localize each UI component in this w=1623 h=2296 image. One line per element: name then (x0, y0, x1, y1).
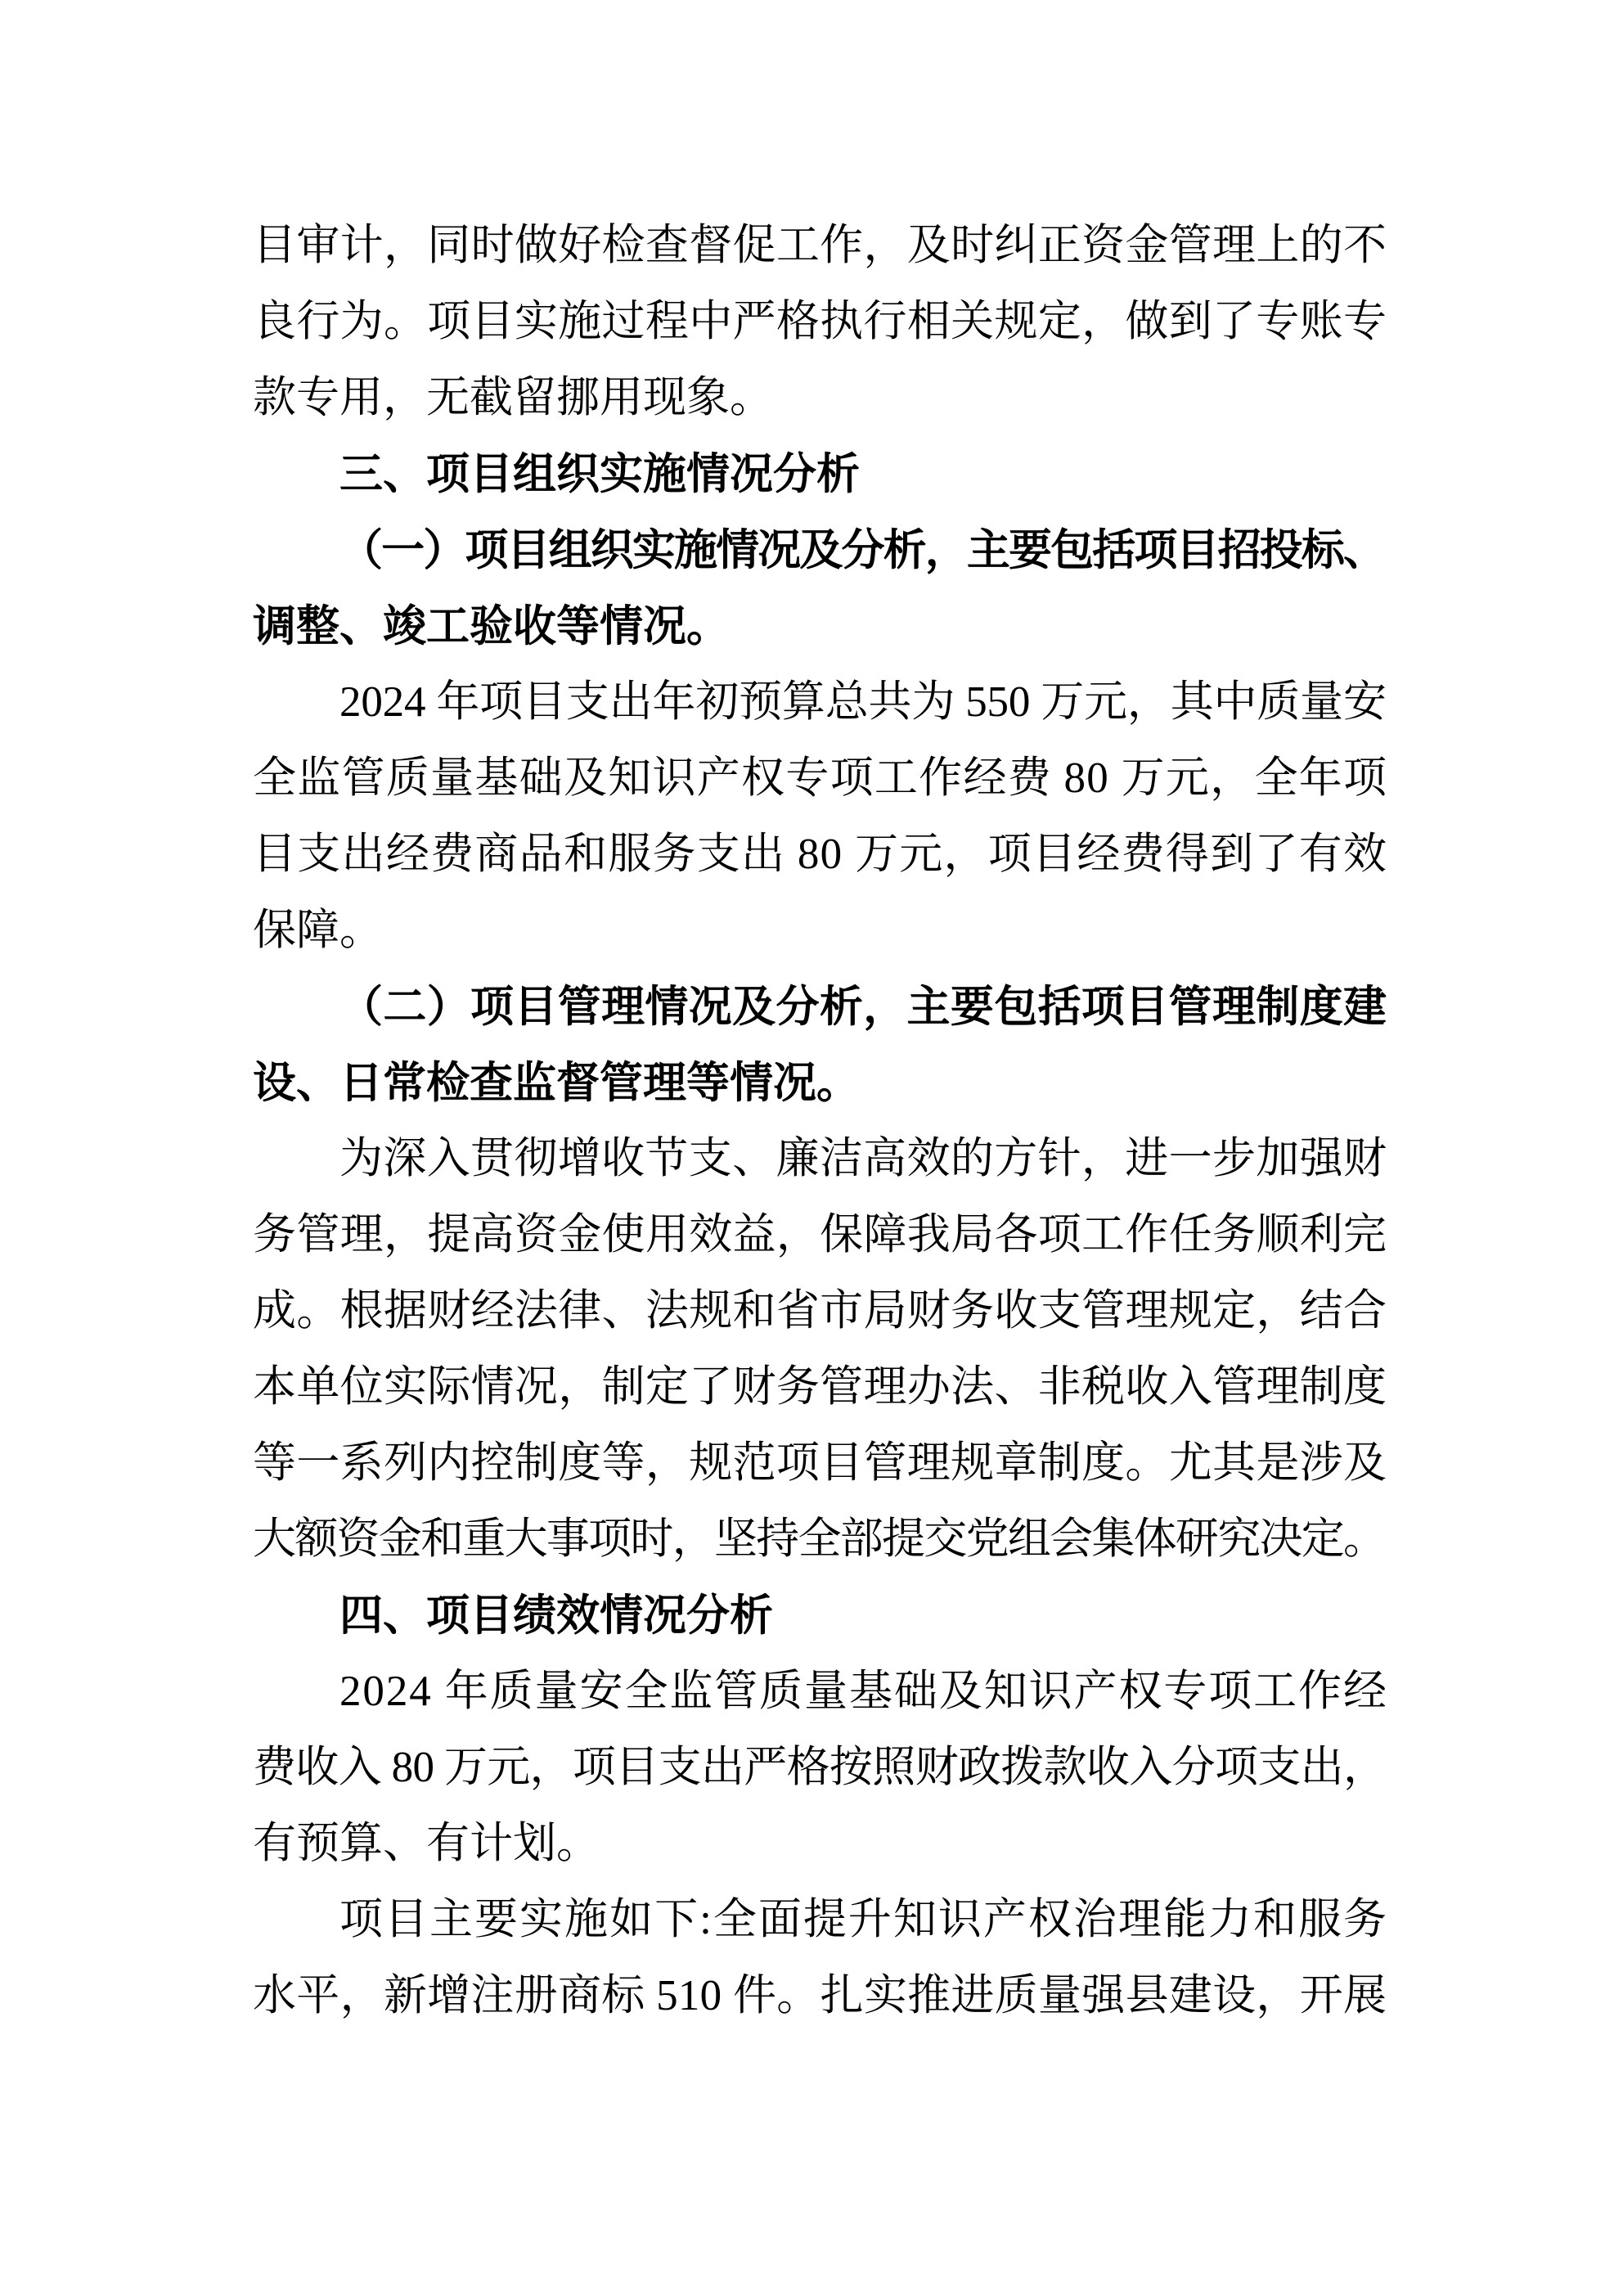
line-text: 良行为。项目实施过程中严格执行相关规定，做到了专账专 (253, 298, 1387, 345)
text-line (253, 208, 1387, 284)
line-text: 设、日常检查监督管理等情况。 (253, 1059, 860, 1107)
heading-line (253, 588, 1387, 664)
heading-line (253, 969, 1387, 1045)
text-line (253, 1730, 1387, 1806)
line-text: 2024 年项目支出年初预算总共为 550 万元，其中质量安 (339, 678, 1387, 726)
line-text: 本单位实际情况，制定了财务管理办法、非税收入管理制度 (253, 1363, 1387, 1411)
line-text: 为深入贯彻增收节支、廉洁高效的方针，进一步加强财 (339, 1135, 1387, 1182)
text-line (253, 1882, 1387, 1958)
text-line (253, 741, 1387, 817)
line-text: 三、项目组织实施情况分析 (339, 450, 860, 498)
line-text: 等一系列内控制度等，规范项目管理规章制度。尤其是涉及 (253, 1439, 1387, 1487)
line-text: 全监管质量基础及知识产权专项工作经费 80 万元，全年项 (253, 754, 1388, 802)
heading-line (253, 1045, 1387, 1121)
line-text: 费收入 80 万元，项目支出严格按照财政拨款收入分项支出， (253, 1744, 1387, 1791)
text-line (253, 1501, 1387, 1578)
text-line (253, 1349, 1387, 1425)
text-line (253, 1121, 1387, 1197)
text-block (253, 208, 1387, 2034)
text-line (253, 360, 1387, 436)
line-text: 目审计，同时做好检查督促工作，及时纠正资金管理上的不 (253, 222, 1387, 269)
line-text: 成。根据财经法律、法规和省市局财务收支管理规定，结合 (253, 1287, 1387, 1335)
text-line (253, 1654, 1387, 1730)
line-text: 务管理，提高资金使用效益，保障我局各项工作任务顺利完 (253, 1211, 1387, 1258)
line-text: 调整、竣工验收等情况。 (253, 602, 730, 651)
text-line (253, 1958, 1387, 2034)
heading-line (253, 1578, 1387, 1654)
line-text: 大额资金和重大事项时，坚持全部提交党组会集体研究决定。 (253, 1515, 1386, 1563)
text-line (253, 1806, 1387, 1882)
line-text: 目支出经费商品和服务支出 80 万元，项目经费得到了有效 (253, 831, 1388, 878)
text-line (253, 1425, 1387, 1501)
heading-line (253, 436, 1387, 512)
line-text: 水平，新增注册商标 510 件。扎实推进质量强县建设，开展 (253, 1972, 1387, 2019)
text-line (253, 284, 1387, 360)
line-text: 四、项目绩效情况分析 (339, 1591, 773, 1640)
text-line (253, 1197, 1387, 1273)
text-line (253, 1273, 1387, 1349)
line-text: 保障。 (253, 907, 383, 954)
line-text: 款专用，无截留挪用现象。 (253, 374, 773, 421)
text-line (253, 893, 1387, 969)
line-text: 2024 年质量安全监管质量基础及知识产权专项工作经 (339, 1668, 1388, 1715)
heading-line (253, 512, 1387, 588)
line-text: （二）项目管理情况及分析，主要包括项目管理制度建 (339, 983, 1387, 1031)
text-line (253, 817, 1387, 893)
line-text: 项目主要实施如下:全面提升知识产权治理能力和服务 (339, 1896, 1389, 1943)
text-line (253, 664, 1387, 741)
line-text: （一）项目组织实施情况及分析，主要包括项目招投标、 (339, 526, 1386, 574)
line-text: 有预算、有计划。 (253, 1820, 600, 1867)
